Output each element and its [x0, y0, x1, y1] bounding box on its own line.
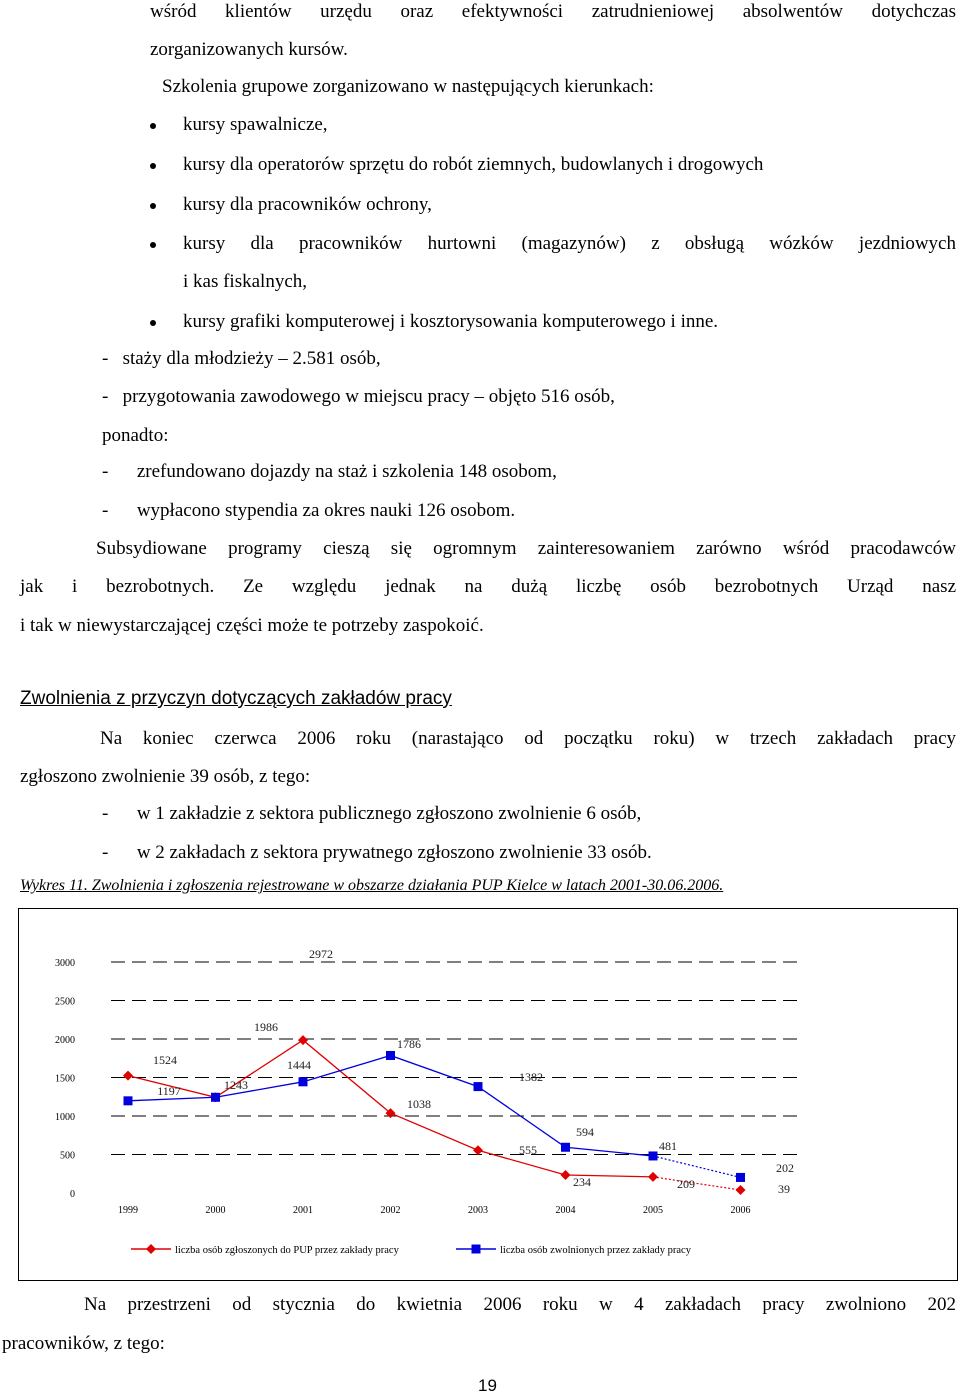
data-label: 39 [778, 1182, 790, 1196]
paragraph-line: i tak w niewystarczającej części może te potrzeby zaspokoić. [20, 615, 484, 636]
paragraph-line: Subsydiowane programy cieszą się ogromnym zainteresowaniem zarówno wśród pracodawców [96, 538, 956, 559]
data-label: 2972 [309, 947, 333, 961]
data-label: 481 [659, 1139, 677, 1153]
paragraph-line: wśród klientów urzędu oraz efektywności zatrudnieniowej absolwentów dotychczas [150, 1, 956, 22]
x-tick-label: 2005 [643, 1205, 663, 1216]
dash-item: - wypłacono stypendia za okres nauki 126 osobom. [102, 500, 516, 521]
data-label: 1786 [397, 1037, 421, 1051]
legend-label: liczba osób zwolnionych przez zakłady pracy [500, 1245, 691, 1256]
paragraph-line: Na przestrzeni od stycznia do kwietnia 2006 roku w 4 zakładach pracy zwolniono 202 [84, 1294, 956, 1315]
x-tick-label: 2001 [293, 1205, 313, 1216]
line-chart [19, 909, 957, 1280]
x-tick-label: 1999 [118, 1205, 138, 1216]
series-line-segment [653, 1177, 741, 1190]
y-tick-label: 1500 [55, 1073, 75, 1085]
chart-caption: Wykres 11. Zwolnienia i zgłoszenia rejestrowane w obszarze działania PUP Kielce w latach 2001-30.06.2006. [20, 877, 724, 894]
bullet-icon [150, 123, 156, 129]
data-point [386, 1051, 395, 1060]
bullet-icon [150, 163, 156, 169]
data-label: 1986 [254, 1020, 278, 1034]
y-tick-label: 2000 [55, 1035, 75, 1046]
list-item: kursy grafiki komputerowej i kosztorysowania komputerowego i inne. [183, 311, 719, 332]
legend-marker [146, 1244, 156, 1254]
y-tick-label: 2500 [55, 996, 75, 1008]
list-item-continuation: i kas fiskalnych, [183, 271, 308, 292]
paragraph-line: jak i bezrobotnych. Ze względu jednak na dużą liczbę osób bezrobotnych Urząd nasz [20, 576, 956, 597]
y-tick-label: 500 [60, 1150, 75, 1162]
data-point [561, 1143, 570, 1152]
legend-label: liczba osób zgłoszonych do PUP przez zakłady pracy [175, 1245, 399, 1256]
data-label: 594 [576, 1125, 594, 1139]
paragraph-line: zorganizowanych kursów. [150, 39, 348, 60]
dash-item: - zrefundowano dojazdy na staż i szkolenia 148 osobom, [102, 461, 557, 482]
y-tick-label: 1000 [55, 1112, 75, 1123]
list-item: kursy spawalnicze, [183, 114, 328, 135]
data-point [561, 1170, 571, 1180]
x-tick-label: 2002 [380, 1205, 401, 1216]
data-label: 1038 [407, 1097, 431, 1111]
data-label: 1197 [157, 1084, 181, 1098]
data-point [211, 1093, 220, 1102]
x-tick-label: 2000 [205, 1205, 226, 1216]
legend-marker [472, 1245, 481, 1254]
data-point [474, 1082, 483, 1091]
list-item: kursy dla pracowników ochrony, [183, 194, 432, 215]
data-point [123, 1071, 133, 1081]
x-tick-label: 2004 [555, 1205, 576, 1216]
series-line-segment [653, 1156, 741, 1177]
x-tick-label: 2003 [468, 1205, 488, 1216]
list-item: kursy dla pracowników hurtowni (magazynów) z obsługą wózków jezdniowych [183, 233, 956, 254]
data-point [473, 1145, 483, 1155]
dash-item: - przygotowania zawodowego w miejscu pracy – objęto 516 osób, [102, 386, 615, 407]
y-tick-label: 3000 [55, 958, 75, 969]
paragraph-line: Szkolenia grupowe zorganizowano w następujących kierunkach: [162, 76, 654, 97]
data-label: 1524 [153, 1053, 177, 1067]
list-item: kursy dla operatorów sprzętu do robót ziemnych, budowlanych i drogowych [183, 154, 764, 175]
section-heading: Zwolnienia z przyczyn dotyczących zakładów pracy [20, 688, 452, 709]
bullet-icon [150, 320, 156, 326]
paragraph-line: pracowników, z tego: [2, 1333, 165, 1354]
data-label: 1444 [287, 1058, 311, 1072]
series-line [128, 1055, 653, 1155]
data-point [299, 1077, 308, 1086]
paragraph-line: zgłoszono zwolnienie 39 osób, z tego: [20, 766, 311, 787]
x-tick-label: 2006 [730, 1205, 751, 1216]
data-point [736, 1173, 745, 1182]
paragraph-line: Na koniec czerwca 2006 roku (narastająco od początku roku) w trzech zakładach pracy [100, 728, 956, 749]
data-label: 1382 [519, 1070, 543, 1084]
bullet-icon [150, 203, 156, 209]
data-label: 234 [573, 1175, 591, 1189]
dash-item: - staży dla młodzieży – 2.581 osób, [102, 348, 381, 369]
data-label: 202 [776, 1161, 794, 1175]
paragraph-line: ponadto: [102, 425, 169, 446]
dash-item: - w 2 zakładach z sektora prywatnego zgłoszono zwolnienie 33 osób. [102, 842, 652, 863]
y-tick-label: 0 [70, 1189, 75, 1200]
data-label: 555 [519, 1143, 537, 1157]
dash-item: - w 1 zakładzie z sektora publicznego zgłoszono zwolnienie 6 osób, [102, 803, 642, 824]
data-point [648, 1172, 658, 1182]
chart-frame [18, 908, 958, 1281]
page-number: 19 [478, 1376, 497, 1395]
data-label: 1243 [224, 1078, 248, 1092]
data-label: 209 [677, 1177, 695, 1191]
data-point [736, 1185, 746, 1195]
data-point [649, 1151, 658, 1160]
data-point [124, 1096, 133, 1105]
bullet-icon [150, 242, 156, 248]
